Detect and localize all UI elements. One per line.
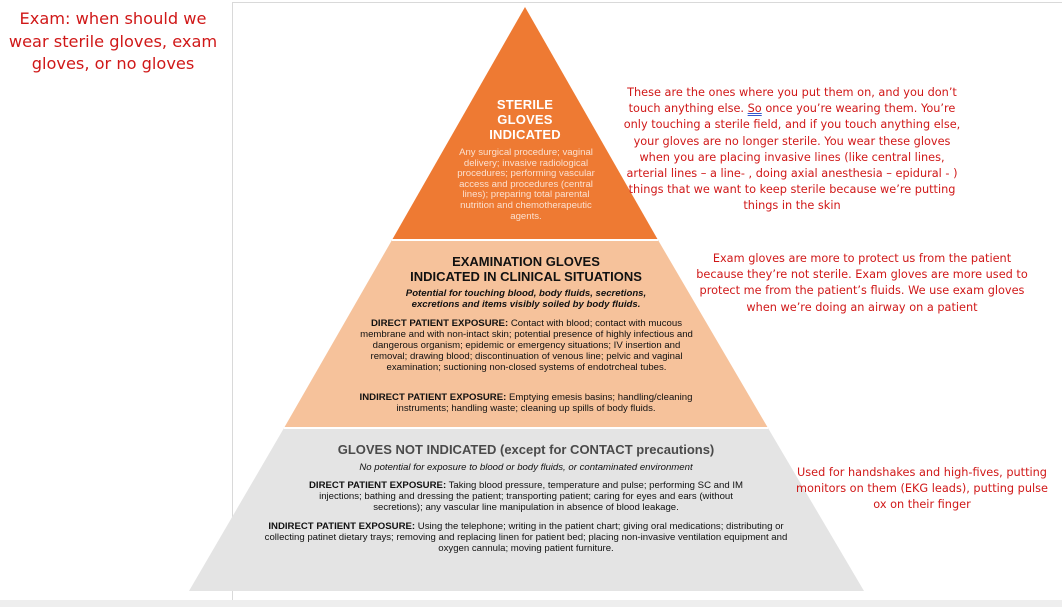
none-potential: No potential for exposure to blood or body fluids, or contaminated environment bbox=[359, 462, 693, 473]
sterile-heading-line-1: STERILE bbox=[496, 97, 554, 112]
none-direct bbox=[293, 480, 759, 513]
exam-direct bbox=[360, 318, 693, 373]
none-direct-text: Taking blood pressure, temperature and pulse; performing SC and IM injections; bathing and dressing the patient; transporting patient; caring for eyes and ears (without secretions); any vascular line manipulation in absence of blood leakage. bbox=[319, 480, 744, 513]
none-note: Used for handshakes and high-fives, putting monitors on them (EKG leads), putting pulse ox on their finger bbox=[796, 466, 1048, 512]
none-direct-label: DIRECT PATIENT EXPOSURE: bbox=[308, 480, 447, 491]
exam-heading-line-1: EXAMINATION GLOVES bbox=[452, 254, 600, 269]
exam-indirect-label: INDIRECT PATIENT EXPOSURE: bbox=[359, 392, 507, 403]
exam-heading bbox=[386, 254, 666, 284]
exam-note: Exam gloves are more to protect us from the patient because they’re not sterile. Exam gloves are more used to protect me from the patient’s fluids. We use exam gloves when we’re doing an airway on a patient bbox=[696, 252, 1028, 314]
sterile-heading bbox=[465, 97, 585, 142]
exam-direct-label: DIRECT PATIENT EXPOSURE: bbox=[370, 318, 509, 329]
sterile-note bbox=[622, 85, 962, 215]
title-note: Exam: when should we wear sterile gloves, exam gloves, or no gloves bbox=[8, 9, 218, 73]
exam-heading-line-2: INDICATED IN CLINICAL SITUATIONS bbox=[410, 269, 642, 284]
sterile-body: Any surgical procedure; vaginal delivery; invasive radiological procedures; performing vascular access and procedures (central lines); preparing total parental nutrition and chemotherapeutic agents. bbox=[457, 147, 595, 222]
sterile-heading-line-2: GLOVES bbox=[497, 112, 553, 127]
exam-potential: Potential for touching blood, body fluids, secretions, excretions and items visibly soiled by body fluids. bbox=[405, 288, 647, 310]
none-heading: GLOVES NOT INDICATED (except for CONTACT precautions) bbox=[337, 442, 715, 457]
sterile-note-before: These are the ones where you put them on, and you don’t touch anything else. bbox=[627, 86, 957, 116]
sterile-note-after: once you’re wearing them. You’re only touching a sterile field, and if you touch anything else, your gloves are no longer sterile. You wear these gloves when you are placing invasive lines (like central lines, arterial lines – a line- , doing axial anesthesia – epidural - ) things that we want to keep sterile because we’re putting things in the skin bbox=[623, 102, 961, 213]
exam-direct-text: Contact with blood; contact with mucous membrane and with non-intact skin; potential presence of highly infectious and dangerous organism; epidemic or emergency situations; IV insertion and removal; drawing blood; discontinuation of venous line; pelvic and vaginal examination; suctioning non-closed systems of endotrcheal tubes. bbox=[360, 318, 693, 373]
none-indirect-text: Using the telephone; writing in the patient chart; giving oral medications; distributing or collecting patinet dietary trays; removing and replacing linen for patient bed; placing non-invasive ventilation equipment and oxygen cannula; moving patient furniture. bbox=[264, 521, 788, 554]
none-indirect-label: INDIRECT PATIENT EXPOSURE: bbox=[268, 521, 416, 532]
sterile-heading-line-3: INDICATED bbox=[489, 127, 561, 142]
sterile-note-underlined: So bbox=[747, 102, 762, 116]
exam-indirect-text: Emptying emesis basins; handling/cleaning instruments; handling waste; cleaning up spills of body fluids. bbox=[396, 392, 693, 414]
none-indirect bbox=[258, 521, 794, 554]
exam-indirect bbox=[335, 392, 717, 414]
